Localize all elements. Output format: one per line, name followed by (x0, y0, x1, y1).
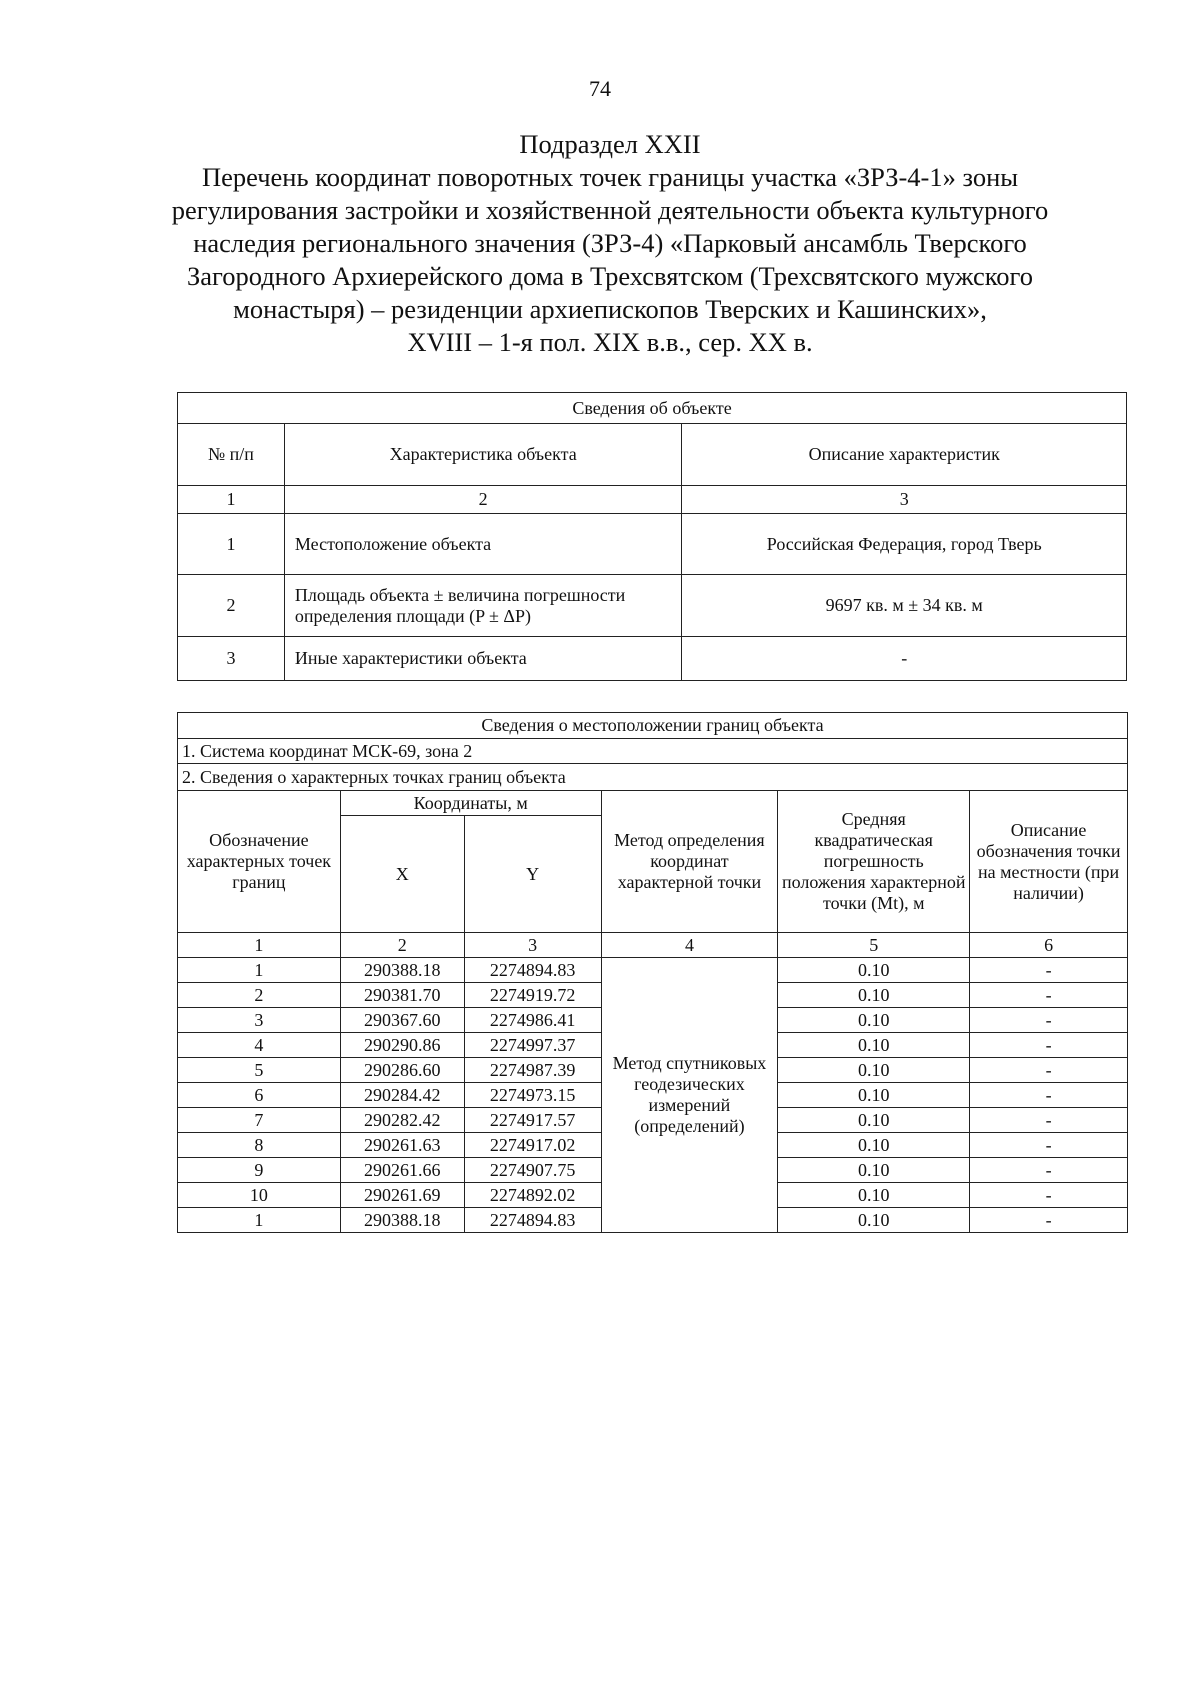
point-id: 1 (178, 958, 341, 983)
row-value: - (682, 637, 1127, 681)
row-name: Иные характеристики объекта (284, 637, 682, 681)
coord-y: 2274892.02 (464, 1183, 601, 1208)
header-error: Средняя квадратическая погрешность положения характерной точки (Mt), м (778, 791, 970, 933)
header-description: Описание обозначения точки на местности (при наличии) (970, 791, 1128, 933)
title-line: наследия регионального значения (ЗРЗ-4) «Парковый ансамбль Тверского (193, 228, 1027, 258)
column-number: 3 (464, 933, 601, 958)
point-description: - (970, 1033, 1128, 1058)
coord-x: 290388.18 (340, 1208, 464, 1233)
column-number: 2 (284, 486, 682, 514)
header-coords: Координаты, м (340, 791, 601, 816)
object-info-table (177, 392, 1127, 681)
title-line: Перечень координат поворотных точек границы участка «ЗРЗ-4-1» зоны (201, 162, 1019, 192)
row-name: Площадь объекта ± величина погрешности определения площади (P ± ΔP) (284, 575, 682, 637)
coord-x: 290381.70 (340, 983, 464, 1008)
row-number: 2 (178, 575, 285, 637)
point-id: 4 (178, 1033, 341, 1058)
title-line: монастыря) – резиденции архиепископов Тверских и Кашинских», (233, 294, 987, 324)
subsection-heading: Подраздел XXII (519, 129, 701, 159)
column-number: 2 (340, 933, 464, 958)
point-id: 1 (178, 1208, 341, 1233)
coord-x: 290284.42 (340, 1083, 464, 1108)
point-description: - (970, 1133, 1128, 1158)
coord-y: 2274917.57 (464, 1108, 601, 1133)
title-line: регулирования застройки и хозяйственной деятельности объекта культурного (171, 195, 1049, 225)
title-line: XVIII – 1-я пол. XIX в.в., сер. XX в. (407, 327, 813, 357)
coordinate-system: 1. Система координат МСК-69, зона 2 (178, 739, 1128, 764)
row-name: Местоположение объекта (284, 514, 682, 575)
column-number: 4 (601, 933, 778, 958)
coord-x: 290286.60 (340, 1058, 464, 1083)
mt-value: 0.10 (778, 1158, 970, 1183)
column-number: 3 (682, 486, 1127, 514)
header-cell: № п/п (178, 424, 285, 486)
table-row (178, 575, 1127, 637)
table-row (178, 958, 1128, 983)
point-id: 2 (178, 983, 341, 1008)
coord-y: 2274987.39 (464, 1058, 601, 1083)
mt-value: 0.10 (778, 1183, 970, 1208)
mt-value: 0.10 (778, 958, 970, 983)
coord-x: 290367.60 (340, 1008, 464, 1033)
column-number: 6 (970, 933, 1128, 958)
row-number: 1 (178, 514, 285, 575)
table-row (178, 637, 1127, 681)
header-y: Y (464, 816, 601, 933)
point-description: - (970, 958, 1128, 983)
coord-y: 2274986.41 (464, 1008, 601, 1033)
point-id: 10 (178, 1183, 341, 1208)
page-number: 74 (589, 76, 611, 101)
table-caption: Сведения об объекте (178, 393, 1127, 424)
points-caption: 2. Сведения о характерных точках границ объекта (178, 764, 1128, 791)
column-number: 5 (778, 933, 970, 958)
method-cell: Метод спутниковых геодезических измерений (определений) (601, 958, 778, 1233)
header-designation: Обозначение характерных точек границ (178, 791, 341, 933)
mt-value: 0.10 (778, 1108, 970, 1133)
coord-x: 290290.86 (340, 1033, 464, 1058)
point-id: 6 (178, 1083, 341, 1108)
mt-value: 0.10 (778, 1058, 970, 1083)
mt-value: 0.10 (778, 1133, 970, 1158)
row-value: Российская Федерация, город Тверь (682, 514, 1127, 575)
boundary-points-table (177, 712, 1128, 1233)
coord-x: 290261.63 (340, 1133, 464, 1158)
row-number: 3 (178, 637, 285, 681)
point-description: - (970, 1108, 1128, 1133)
point-description: - (970, 1158, 1128, 1183)
coord-y: 2274907.75 (464, 1158, 601, 1183)
point-description: - (970, 983, 1128, 1008)
point-id: 3 (178, 1008, 341, 1033)
point-id: 5 (178, 1058, 341, 1083)
point-description: - (970, 1058, 1128, 1083)
mt-value: 0.10 (778, 1208, 970, 1233)
point-id: 8 (178, 1133, 341, 1158)
coord-x: 290388.18 (340, 958, 464, 983)
coord-y: 2274919.72 (464, 983, 601, 1008)
table-row (178, 514, 1127, 575)
point-description: - (970, 1083, 1128, 1108)
point-description: - (970, 1183, 1128, 1208)
point-id: 9 (178, 1158, 341, 1183)
coord-x: 290282.42 (340, 1108, 464, 1133)
mt-value: 0.10 (778, 983, 970, 1008)
coord-y: 2274973.15 (464, 1083, 601, 1108)
coord-x: 290261.66 (340, 1158, 464, 1183)
mt-value: 0.10 (778, 1083, 970, 1108)
mt-value: 0.10 (778, 1033, 970, 1058)
document-title (150, 128, 1070, 359)
header-method: Метод определения координат характерной точки (601, 791, 778, 933)
coord-y: 2274997.37 (464, 1033, 601, 1058)
row-value: 9697 кв. м ± 34 кв. м (682, 575, 1127, 637)
table-caption: Сведения о местоположении границ объекта (178, 713, 1128, 739)
coord-y: 2274917.02 (464, 1133, 601, 1158)
column-number: 1 (178, 486, 285, 514)
mt-value: 0.10 (778, 1008, 970, 1033)
header-cell: Характеристика объекта (284, 424, 682, 486)
point-id: 7 (178, 1108, 341, 1133)
header-cell: Описание характеристик (682, 424, 1127, 486)
column-number: 1 (178, 933, 341, 958)
coord-y: 2274894.83 (464, 1208, 601, 1233)
point-description: - (970, 1008, 1128, 1033)
coord-x: 290261.69 (340, 1183, 464, 1208)
coord-y: 2274894.83 (464, 958, 601, 983)
point-description: - (970, 1208, 1128, 1233)
title-line: Загородного Архиерейского дома в Трехсвятском (Трехсвятского мужского (186, 261, 1034, 291)
header-x: X (340, 816, 464, 933)
